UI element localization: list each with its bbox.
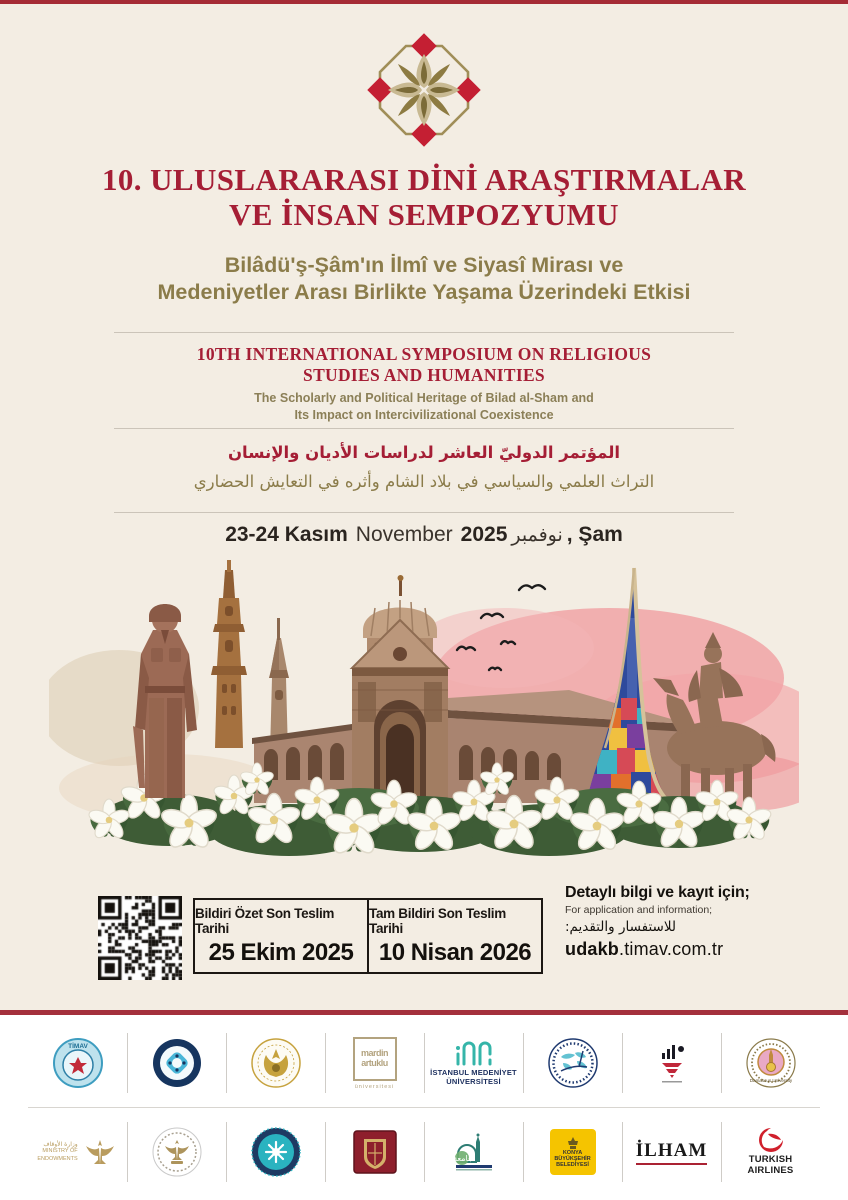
sponsor-timav	[28, 1019, 127, 1107]
sponsor-strip	[0, 1015, 848, 1200]
abstract-deadline-box	[195, 900, 367, 972]
ministry-line2: ENDOWMENTS	[37, 1155, 78, 1162]
website-url-rest: .timav.com.tr	[619, 939, 724, 959]
sponsor-mardin-artuklu-universitesi	[325, 1019, 424, 1107]
deadline-boxes	[193, 898, 543, 974]
ilham-wordmark: İLHAM	[636, 1140, 708, 1165]
minaret-large	[211, 560, 247, 748]
divider-rule-2	[114, 428, 734, 429]
fullpaper-deadline-date: 10 Nisan 2026	[378, 938, 532, 966]
info-en: For application and information;	[565, 904, 713, 916]
registration-info	[565, 884, 800, 960]
arabic-subtitle: التراث العلمي والسياسي في بلاد الشام وأثره في التعايش الحضاري	[193, 472, 655, 491]
sponsor-turkish-airlines	[721, 1108, 820, 1196]
umayyad-mosque	[352, 575, 448, 803]
info-tr: Detaylı bilgi ve kayıt için;	[565, 884, 750, 901]
abstract-deadline-label: Bildiri Özet Son Teslim Tarihi	[195, 905, 335, 936]
fullpaper-deadline-box	[367, 900, 541, 972]
svg-text:جامعة: جامعة	[452, 1154, 473, 1163]
sponsor-ministry-of-endowments	[28, 1108, 127, 1196]
konya-line1: KONYA	[562, 1149, 583, 1156]
mardin-word2: artuklu	[361, 1057, 388, 1068]
thy-line2: AIRLINES	[747, 1165, 794, 1176]
qr-code	[98, 896, 182, 980]
sponsor-syrian-state-seal	[127, 1108, 226, 1196]
sponsor-tripoli-university	[424, 1108, 523, 1196]
ministry-line1: MINISTRY OF	[42, 1148, 78, 1155]
sponsor-ilham	[622, 1108, 721, 1196]
mardin-word1: mardin	[360, 1048, 388, 1059]
turkish-airlines-bird-icon	[758, 1127, 784, 1153]
website-url	[565, 939, 800, 960]
konya-line3: BELEDİYESİ	[556, 1162, 589, 1169]
english-title-line2: STUDIES AND HUMANITIES	[303, 365, 545, 385]
hero-illustration	[49, 558, 799, 870]
sponsor-turkiye-maarif-vakfi	[226, 1108, 325, 1196]
info-ar: للاستفسار والتقديم:	[565, 919, 677, 935]
english-subtitle	[0, 390, 848, 423]
divider-rule-3	[114, 512, 734, 513]
english-subtitle-line1: The Scholarly and Political Heritage of Bilad al-Sham and	[254, 391, 594, 405]
sponsor-university-crest-maroon	[325, 1108, 424, 1196]
divider-rule-1	[114, 332, 734, 333]
qr-code-canvas	[98, 896, 182, 980]
abstract-deadline-date: 25 Ekim 2025	[208, 938, 354, 966]
event-date	[0, 523, 848, 547]
sponsor-bilim-ve-analiz-universitesi	[622, 1019, 721, 1107]
eagle-icon	[82, 1134, 118, 1170]
english-title	[0, 344, 848, 386]
arabic-title: المؤتمر الدوليّ العاشر لدراسات الأديان والإنسان	[227, 443, 621, 462]
imu-line2: ÜNİVERSİTESİ	[446, 1077, 501, 1086]
english-title-line1: 10TH INTERNATIONAL SYMPOSIUM ON RELIGIOUS	[196, 344, 652, 364]
svg-text:Damascus University: Damascus University	[749, 1078, 792, 1083]
date-month-ar: نوفمبر	[511, 524, 563, 546]
sponsor-selcuk-universitesi	[226, 1019, 325, 1107]
sponsor-row-2	[28, 1108, 820, 1196]
subtitle-line1: Bilâdü'ş-Şâm'ın İlmî ve Siyasî Mirası ve	[224, 253, 624, 277]
sponsor-necmettin-erbakan-universitesi	[127, 1019, 226, 1107]
date-year-city: 2025, Şam	[460, 523, 623, 546]
sponsor-konya-buyuksehir-belediyesi	[523, 1108, 622, 1196]
title-line1: 10. ULUSLARARASI DİNİ ARAŞTIRMALAR	[101, 162, 747, 197]
date-month-en: November	[355, 523, 453, 546]
imu-line1: İSTANBUL MEDENİYET	[430, 1067, 517, 1077]
ministry-arabic: وزارة الأوقاف	[43, 1141, 78, 1149]
konya-line2: BÜYÜKŞEHİR	[554, 1155, 591, 1162]
date-range: 23-24 Kasım	[225, 523, 348, 546]
title-line2: VE İNSAN SEMPOZYUMU	[229, 197, 619, 233]
subtitle-line2: Medeniyetler Arası Birlikte Yaşama Üzerindeki Etkisi	[157, 279, 691, 304]
sponsor-row-1	[28, 1019, 820, 1107]
thy-line1: TURKISH	[748, 1154, 793, 1166]
subtitle	[0, 252, 848, 305]
sponsor-istanbul-medeniyet-universitesi	[424, 1019, 523, 1107]
sponsor-damascus-university	[721, 1019, 820, 1107]
top-red-line	[0, 0, 848, 4]
sponsor-islam-bilim-ve-teknoloji-universitesi	[523, 1019, 622, 1107]
minaret-small	[269, 618, 289, 753]
page-title	[0, 162, 848, 233]
fullpaper-deadline-label: Tam Bildiri Son Teslim Tarihi	[369, 905, 506, 936]
mardin-caption: üniversitesi	[354, 1083, 395, 1090]
website-url-bold: udakb	[565, 939, 620, 959]
ornament-emblem-icon	[362, 28, 486, 152]
svg-text:TİMAV: TİMAV	[67, 1043, 88, 1050]
english-subtitle-line2: Its Impact on Intercivilizational Coexistence	[294, 407, 554, 422]
